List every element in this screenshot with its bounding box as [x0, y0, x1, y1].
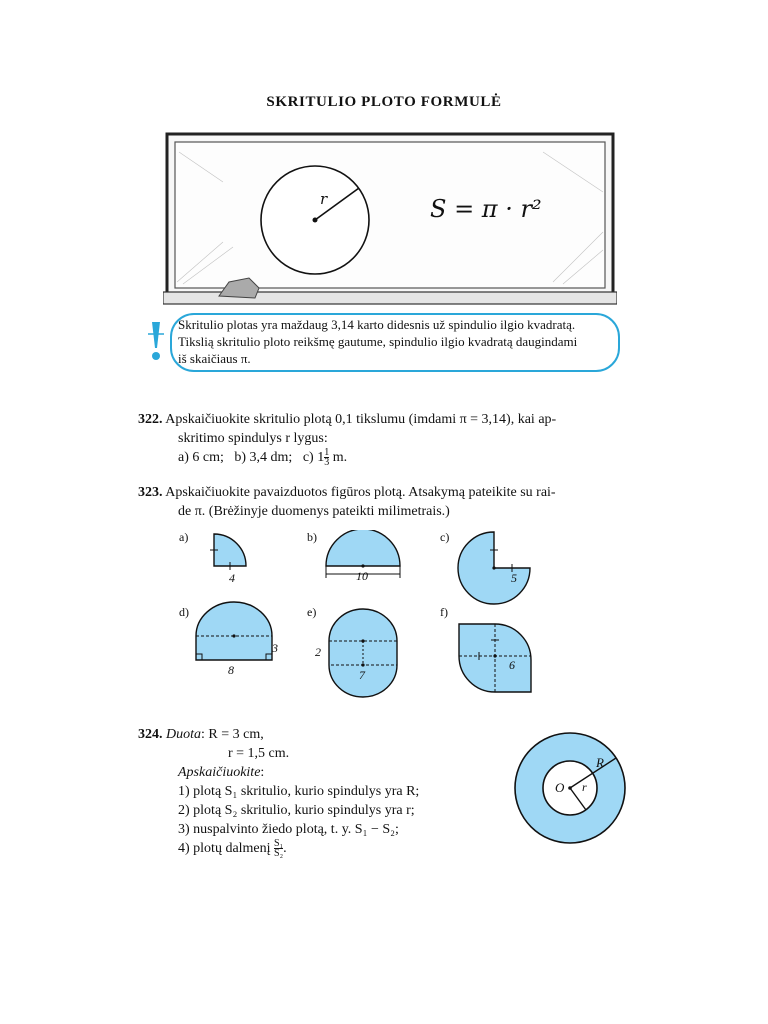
figure-a-dim: 4	[229, 571, 235, 585]
figure-a-quarter-circle	[208, 530, 258, 572]
problem-323-number: 323.	[138, 485, 163, 500]
calculate-label: Apskaičiuokite	[178, 765, 261, 780]
figure-e-stadium	[325, 605, 401, 705]
task-4: 4) plotų dalmenį $\frac{\text{S₁}}{\text{S₂}}$ .	[178, 838, 287, 860]
problem-323-line2: de π. (Brėžinyje duomenys pateikti milimetrais.)	[178, 504, 450, 519]
figure-d-arched-rectangle	[192, 600, 276, 664]
figure-f-dim: 6	[509, 658, 515, 672]
figure-d-dim-2: 3	[272, 641, 278, 655]
figure-a-label: a)	[179, 530, 189, 544]
figure-c-three-quarter-circle	[456, 528, 538, 608]
answer-c-fraction: $\frac{1}{3}$	[324, 447, 330, 469]
task-4-fraction: $\frac{\text{S₁}}{\text{S₂}}$	[274, 838, 284, 860]
info-note	[178, 316, 618, 367]
page-title: SKRITULIO PLOTO FORMULĖ	[266, 94, 502, 110]
problem-324-number: 324.	[138, 727, 163, 742]
figure-f-label: f)	[440, 605, 448, 619]
figure-b-label: b)	[307, 530, 317, 544]
given-r: r = 1,5 cm.	[228, 746, 290, 761]
note-line-3: iš skaičiaus π.	[178, 351, 251, 366]
answer-b: b) 3,4 dm;	[234, 450, 293, 465]
figure-c-dim: 5	[511, 571, 517, 585]
ring-center-label: O	[555, 780, 565, 795]
answer-a: a) 6 cm;	[178, 450, 224, 465]
problem-322-line2: skritimo spindulys r lygus:	[178, 431, 328, 446]
area-formula: S = π · r²	[430, 195, 542, 223]
problem-323	[138, 483, 638, 521]
note-line-2: Tikslią skritulio ploto reikšmę gautume, spindulio ilgio kvadratą daugindami	[178, 334, 578, 349]
figure-e-label: e)	[307, 605, 317, 619]
task-2: 2) plotą S₂ skritulio, kurio spindulys yra r;	[178, 803, 415, 818]
ring-R-label: R	[596, 755, 604, 770]
figure-c-label: c)	[440, 530, 450, 544]
task-3: 3) nuspalvinto žiedo plotą, t. y. S₁ − S₂;	[178, 822, 399, 837]
exclamation-icon	[146, 318, 166, 364]
answer-c-label: c)	[302, 450, 314, 465]
chalkboard-illustration	[163, 132, 617, 310]
problem-322-answers	[138, 448, 638, 467]
answer-c-whole: 1	[317, 450, 325, 465]
given-label: Duota	[166, 727, 201, 742]
radius-label: r	[320, 190, 328, 208]
problem-322-number: 322.	[138, 412, 163, 427]
figure-b-dim: 10	[356, 569, 368, 583]
note-line-1: Skritulio plotas yra maždaug 3,14 karto didesnis už spindulio ilgio kvadratą.	[178, 317, 576, 332]
problem-322-line1: Apskaičiuokite skritulio plotą 0,1 tikslumu (imdami π = 3,14), kai ap-	[165, 412, 557, 427]
problem-324: 324. Duota: R = 3 cm, r = 1,5 cm. Apskaičiuokite: 1) plotą S₁ skritulio, kurio spindulys yra R; 2) plotą S₂ skritulio, kurio spindulys yra r; 3) nuspalvinto žiedo plotą, t. y. S₁ − S₂; 4) plotų dalmenį $\frac{\text{S₁}}{\text{S₂}}$ .	[138, 725, 488, 858]
task-4-text: 4) plotų dalmenį	[178, 841, 271, 856]
figure-e-dim: 7	[359, 668, 365, 682]
ring-figure	[512, 730, 628, 846]
problem-322	[138, 410, 638, 467]
problem-323-line1: Apskaičiuokite pavaizduotos figūros plotą. Atsakymą pateikite su rai-	[165, 485, 556, 500]
task-1: 1) plotą S₁ skritulio, kurio spindulys yra R;	[178, 784, 420, 799]
figure-f-leaf	[455, 620, 535, 696]
given-R: R = 3 cm,	[208, 727, 264, 742]
figure-d-label: d)	[179, 605, 189, 619]
figure-d-dim: 8	[228, 663, 234, 677]
figure-e-dim-2: 2	[315, 645, 321, 659]
answer-c-unit: m.	[332, 450, 348, 465]
ring-r-label: r	[582, 780, 587, 794]
